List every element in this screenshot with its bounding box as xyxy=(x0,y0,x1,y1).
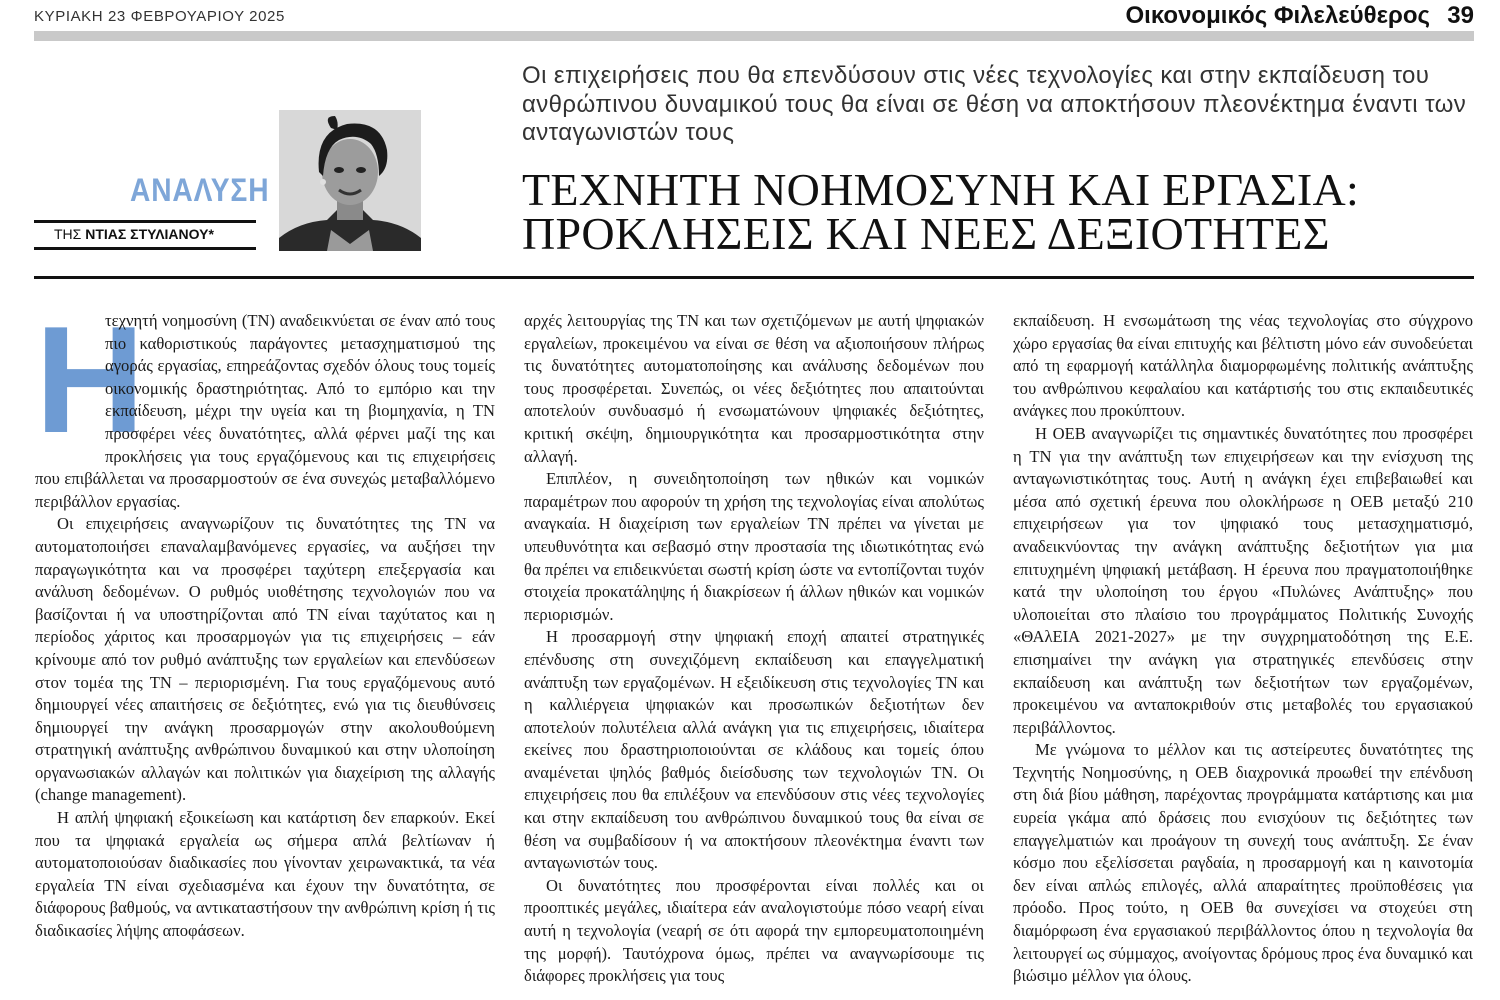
byline-prefix: ΤΗΣ xyxy=(54,226,86,242)
byline xyxy=(54,226,214,242)
article-title-line-1: ΤΕΧΝΗΤΗ ΝΟΗΜΟΣΥΝΗ ΚΑΙ ΕΡΓΑΣΙΑ: xyxy=(522,164,1360,215)
body-column-2 xyxy=(524,310,984,988)
newspaper-name: Οικονομικός Φιλελεύθερος xyxy=(1125,2,1430,29)
article-lede: Οι επιχειρήσεις που θα επενδύσουν στις νέες τεχνολογίες και στην εκπαίδευση του ανθρώπινου δυναμικού τους θα είναι σε θέση να αποκτήσουν πλεονέκτημα έναντι των ανταγωνιστών τους xyxy=(522,62,1467,146)
header-divider xyxy=(34,31,1474,41)
article-title xyxy=(522,164,1472,259)
paragraph: Η ΟΕΒ αναγνωρίζει τις σημαντικές δυνατότητες που προσφέρει η ΤΝ για την ανάπτυξη των επιχειρήσεων και την ενίσχυση της ανταγωνιστικότητας τους. Αυτή η ανάγκη έχει επιβεβαιωθεί και μέσα από σχετική έρευνα που ολοκλήρωσε η ΟΕΒ μεταξύ 210 επιχειρήσεων για τον ψηφιακό τους μετασχηματισμό, αναδεικνύοντας την ανάγκη ανάπτυξης δεξιοτήτων για μια επιτυχημένη ψηφιακή μετάβαση. Η έρευνα που πραγματοποιήθηκε κατά την υλοποίηση του έργου «Πυλώνες Ανάπτυξης» που υλοποιείται στο πλαίσιο του προγράμματος Πολιτικής Συνοχής «ΘΑλΕΙΑ 2021-2027» με την συγχρηματοδότηση της Ε.Ε. επισημαίνει την ανάγκη για στρατηγικές επενδύσεις στην εκπαίδευση και ανάπτυξη των δεξιοτήτων των εργαζομένων, προκειμένου να ανταποκριθούν στις μεταβολές του εργασιακού περιβάλλοντος. xyxy=(1013,423,1473,737)
title-divider xyxy=(34,276,1474,279)
paragraph: Επιπλέον, η συνειδητοποίηση των ηθικών και νομικών παραμέτρων που αφορούν τη χρήση της τεχνολογίας είναι απολύτως αναγκαία. Η διαχείριση των εργαλείων ΤΝ πρέπει να γίνεται με υπευθυνότητα και σεβασμό στην προστασία της ιδιωτικότητας ενώ θα πρέπει να επιδεικνύεται σωστή κρίση ώστε να εντοπίζονται τυχόν στοιχεία προκατάληψης ή διακρίσεων ή άλλων ηθικών και νομικών περιορισμών. xyxy=(524,469,984,624)
byline-rule-bottom xyxy=(34,247,256,250)
paragraph: εκπαίδευση. Η ενσωμάτωση της νέας τεχνολογίας στο σύγχρονο χώρο εργασίας θα είναι επιτυχής και βέλτιστη μόνο εάν συνοδεύεται από τη εφαρμογή κατάλληλα διαμορφωμένης πολιτικής ανάπτυξης του ανθρώπινου κεφαλαίου και κατάρτισής του στις εκπαιδευτικές ανάγκες που προκύπτουν. xyxy=(1013,311,1473,421)
body-column-3 xyxy=(1013,310,1473,988)
issue-date: ΚΥΡΙΑΚΗ 23 ΦΕΒΡΟΥΑΡΙΟΥ 2025 xyxy=(34,8,285,25)
paragraph: Οι δυνατότητες που προσφέρονται είναι πολλές και οι προοπτικές μεγάλες, ιδιαίτερα εάν αναλογιστούμε πόσο νεαρή είναι αυτή η τεχνολογία (νεαρή σε ότι αφορά την εμπορευματοποιημένη της μορφή). Ταυτόχρονα όμως, πρέπει να αναγνωρίσουμε τις διάφορες προκλήσεις για τους xyxy=(524,875,984,986)
article-title-line-2: ΠΡΟΚΛΗΣΕΙΣ ΚΑΙ ΝΕΕΣ ΔΕΞΙΟΤΗΤΕΣ xyxy=(522,208,1330,259)
section-kicker: ΑΝΑΛΥΣΗ xyxy=(130,172,270,208)
paragraph: αρχές λειτουργίας της ΤΝ και των σχετιζόμενων με αυτή ψηφιακών εργαλείων, προκειμένου να είναι σε θέση να αξιοποιήσουν πλήρως τις δυνατότητες αυτοματοποίησης και ανάλυσης δεδομένων που τους προσφέρεται. Συνεπώς, οι νέες δεξιότητες που απαιτούνται αποτελούν συνδυασμό ή ενσωματώνουν ψηφιακές δεξιότητες, κριτική σκέψη, δημιουργικότητα και προσαρμοστικότητα στην αλλαγή. xyxy=(524,311,984,466)
byline-rule-top xyxy=(34,220,256,223)
paragraph: Με γνώμονα το μέλλον και τις αστείρευτες δυνατότητες της Τεχνητής Νοημοσύνης, η ΟΕΒ διαχρονικά προωθεί την επένδυση στη διά βίου μάθηση, παρέχοντας προγράμματα κατάρτισης και μια ευρεία γκάμα από δράσεις που ενισχύουν τις δεξιότητες των επαγγελματιών και προάγουν τη συνεχή τους ανάπτυξη. Σε έναν κόσμο που εξελίσσεται ραγδαία, η προσαρμογή και η καινοτομία δεν είναι απλώς επιλογές, αλλά απαραίτητες προϋποθέσεις για πρόοδο. Προς τούτο, η ΟΕΒ θα συνεχίσει να στοχεύει στη διαμόρφωση ένα εργασιακού περιβάλλοντος όπου η τεχνολογία θα λειτουργεί ως σύμμαχος, ανοίγοντας δρόμους προς ένα δυναμικό και βιώσιμο μέλλον για όλους. xyxy=(1013,740,1473,986)
paragraph: Η απλή ψηφιακή εξοικείωση και κατάρτιση δεν επαρκούν. Εκεί που τα ψηφιακά εργαλεία ως σήμερα απλά βελτίωναν ή αυτοματοποιούσαν διαδικασίες που γίνονταν χειρωνακτικά, τα νέα εργαλεία ΤΝ είναι σχεδιασμένα και έχουν την δυνατότητα, σε διάφορους βαθμούς, να αντικαταστήσουν την ανθρώπινη κρίση ή τις διαδικασίες λήψης αποφάσεων. xyxy=(35,808,495,941)
paragraph: Οι επιχειρήσεις αναγνωρίζουν τις δυνατότητες της ΤΝ να αυτοματοποιήσει επαναλαμβανόμενες εργασίες, να αυξήσει την παραγωγικότητα και να προσφέρει ταχύτερη επεξεργασία και ανάλυση δεδομένων. Ο ρυθμός υιοθέτησης τεχνολογιών που να βασίζονται ή να υποστηρίζονται από ΤΝ είναι ταχύτατος και η περίοδος χάριτος και προσαρμογών για τις επιχειρήσεις – εάν κρίνουμε από τον ρυθμό ανάπτυξης των εργαλείων και επενδύσεων στον τομέα της ΤΝ – περιορισμένη. Για τους εργαζόμενους αυτό δημιουργεί νέες απαιτήσεις σε δεξιότητες, ενώ για τις διευθύνσεις δημιουργεί την ανάγκη προσαρμογών στην ακολουθούμενη στρατηγική ανάπτυξης ανθρώπινου δυναμικού και στην υλοποίηση οργανωσιακών αλλαγών και πολιτικών για διαχείριση της αλλαγής (change management). xyxy=(35,514,495,805)
page-number: 39 xyxy=(1447,2,1474,29)
paragraph: Η προσαρμογή στην ψηφιακή εποχή απαιτεί στρατηγικές επένδυσης στη συνεχιζόμενη εκπαίδευση και επαγγελματική ανάπτυξη των εργαζομένων. Η εξειδίκευση στις τεχνολογίες ΤΝ και η καλλιέργεια ψηφιακών και προσωπικών δεξιοτήτων δεν αποτελούν πολυτέλεια αλλά ανάγκη για τις επιχειρήσεις, ιδιαίτερα εκείνες που δραστηριοποιούνται σε κλάδους και τομείς όπου αναμένεται ψηλός βαθμός διείσδυσης των τεχνολογιών ΤΝ. Οι επιχειρήσεις που θα επιλέξουν να επενδύσουν στις νέες τεχνολογίες και στην εκπαίδευση του ανθρώπινου δυναμικού τους θα είναι σε θέση να συμβαδίσουν ή να αποκτήσουν πλεονέκτημα έναντι των ανταγωνιστών τους. xyxy=(524,627,984,873)
author-portrait-image xyxy=(279,110,421,251)
author-photo xyxy=(279,110,421,251)
paragraph: τεχνητή νοημοσύνη (ΤΝ) αναδεικνύεται σε έναν από τους πιο καθοριστικούς παράγοντες μετασχηματισμού της αγοράς εργασίας, επηρεάζοντας σχεδόν όλους τους τομείς οικονομικής δραστηριότητας. Από το εμπόριο και την εκπαίδευση, μέχρι την υγεία και τη βιομηχανία, η ΤΝ προσφέρει νέες δυνατότητες, αλλά φέρνει μαζί της και προκλήσεις για τους εργαζόμενους και τις επιχειρήσεις που επιβάλλεται να προσαρμοστούν σε ένα συνεχώς μεταβαλλόμενο περιβάλλον εργασίας. xyxy=(35,311,495,511)
drop-cap: Η xyxy=(35,295,145,465)
body-column-1 xyxy=(35,295,495,943)
author-name: ΝΤΙΑΣ ΣΤΥΛΙΑΝΟΥ* xyxy=(85,226,214,242)
page-header xyxy=(34,4,1474,30)
